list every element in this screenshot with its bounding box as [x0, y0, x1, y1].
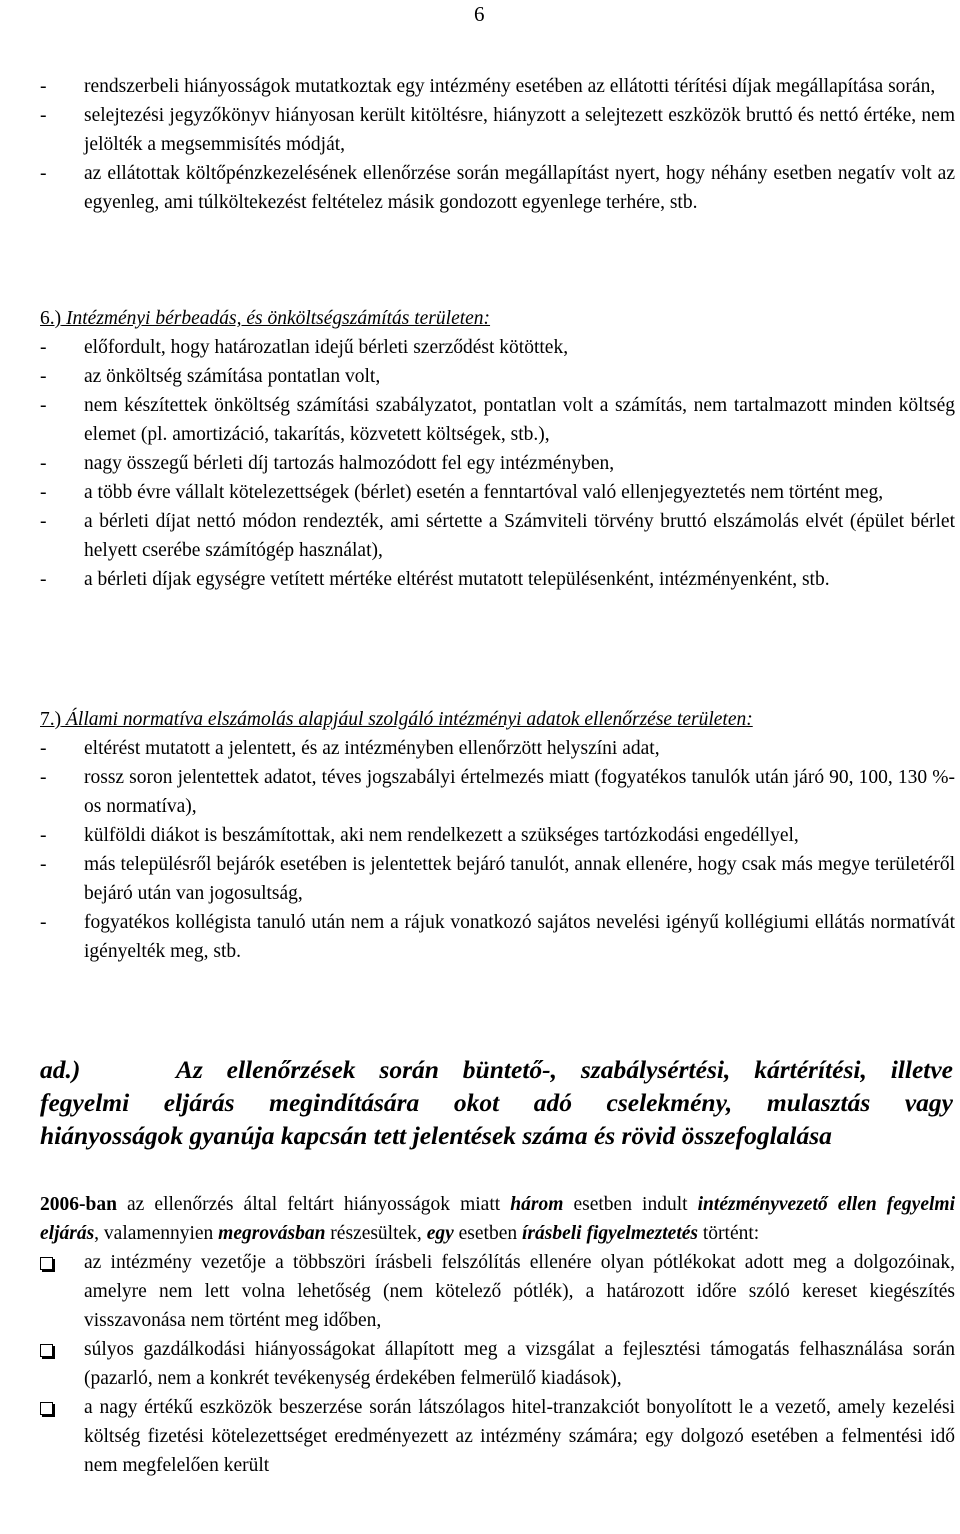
- list-item-text: az ellátottak költőpénzkezelésének ellenőrzése során megállapítást nyert, hogy néhány esetben negatív volt az egyenleg, ami túlköltekezést feltételez másik gondozott egyenlege terhére, stb.: [84, 163, 955, 213]
- checkbox-bullet-icon: [40, 1402, 53, 1415]
- section-6-title: Intézményi bérbeadás, és önköltségszámítás területen:: [66, 308, 491, 329]
- section-6: [40, 304, 955, 594]
- summary-paragraph: 2006-ban az ellenőrzés által feltárt hiányosságok miatt három esetben indult intézményvezető ellen fegyelmi eljárás, valamennyien megrovásban részesültek, egy esetben írásbeli figyelmeztetés történt:: [40, 1194, 955, 1244]
- section5-list: [40, 72, 955, 217]
- summary-one: egy: [426, 1223, 454, 1244]
- bullet-item: a nagy értékű eszközök beszerzése során látszólagos hitel-tranzakciót bonyolított le a vezető, amely kezelési költség fizetési kötelezettséget eredményezett az intézmény számára; egy dolgozó esetében a felmentési idő nem megfelelően került: [40, 1393, 955, 1480]
- list-item: - az önköltség számítása pontatlan volt,: [40, 366, 381, 387]
- section-6-number: 6.): [40, 308, 62, 329]
- page-number: 6: [474, 2, 485, 26]
- checkbox-bullet-icon: [40, 1344, 53, 1357]
- bullet-item: súlyos gazdálkodási hiányosságokat állapított meg a vizsgálat a fejlesztési támogatás felhasználása során (pazarló, nem a konkrét tevékenység érdekében felmerülő kiadások),: [40, 1335, 955, 1393]
- list-item-text: selejtezési jegyzőkönyv hiányosan került kitöltésre, hiányzott a selejtezett eszközök bruttó és nettó értéke, nem jelölték a megsemmisítés módját,: [84, 105, 955, 155]
- ad-heading-prefix: ad.): [40, 1055, 81, 1084]
- ad-heading-line3: hiányosságok gyanúja kapcsán tett jelentések száma és rövid összefoglalása: [40, 1121, 832, 1150]
- list-item: - rossz soron jelentettek adatot, téves jogszabályi értelmezés miatt (fogyatékos tanulók után járó 90, 100, 130 %-os normatíva),: [40, 767, 955, 817]
- checkbox-bullet-icon: [40, 1257, 53, 1270]
- ad-heading: [40, 1053, 953, 1152]
- list-item: - selejtezési jegyzőkönyv hiányosan került kitöltésre, hiányzott a selejtezett eszközök bruttó és nettó értéke, nem jelölték a megsemmisítés módját,: [40, 105, 955, 155]
- summary-disciplinary: intézményvezető ellen fegyelmi eljárás: [40, 1194, 955, 1244]
- ad-heading-line2: fegyelmi eljárás megindítására okot adó cselekmény, mulasztás vagy: [40, 1088, 953, 1117]
- list-item: - más településről bejárók esetében is jelentettek bejáró tanulót, annak ellenére, hogy csak más megye területéről bejáró után van jogosultság,: [40, 854, 955, 904]
- list-item: - a több évre vállalt kötelezettségek (bérlet) esetén a fenntartóval való ellenjegyeztetés nem történt meg,: [40, 482, 884, 503]
- bullet-item: az intézmény vezetője a többszöri írásbeli felszólítás ellenére olyan pótlékokat adott meg a dolgozóinak, amelyre nem lett volna lehetőség (nem kötelező pótlék), a határozott időre szóló kereset kiegészítés visszavonása nem történt meg időben,: [40, 1248, 955, 1335]
- list-item: - a bérleti díjat nettó módon rendezték, ami sértette a Számviteli törvény bruttó elszámolás elvét (épület bérlet helyett cserébe számítógép használat),: [40, 511, 955, 561]
- list-item: - eltérést mutatott a jelentett, és az intézményben ellenőrzött helyszíni adat,: [40, 738, 660, 759]
- section-7: [40, 705, 955, 966]
- summary-warning: írásbeli figyelmeztetés: [521, 1223, 698, 1244]
- list-item: - fogyatékos kollégista tanuló után nem a rájuk vonatkozó sajátos nevelési igényű kollégiumi ellátás normatívát igényelték meg, stb.: [40, 912, 955, 962]
- list-item-text: rendszerbeli hiányosságok mutatkoztak egy intézmény esetében az ellátotti térítési díjak megállapítása során,: [84, 76, 936, 97]
- list-item: - nem készítettek önköltség számítási szabályzatot, pontatlan volt a számítás, nem tartalmazott minden költség elemet (pl. amortizáció, takarítás, közvetett költségek, stb.),: [40, 395, 955, 445]
- summary-section: [40, 1190, 955, 1480]
- section-7-number: 7.): [40, 709, 62, 730]
- list-item: - az ellátottak költőpénzkezelésének ellenőrzése során megállapítást nyert, hogy néhány esetben negatív volt az egyenleg, ami túlköltekezést feltételez másik gondozott egyenlege terhére, stb.: [40, 163, 955, 213]
- list-item: - előfordult, hogy határozatlan idejű bérleti szerződést kötöttek,: [40, 337, 569, 358]
- list-item: - nagy összegű bérleti díj tartozás halmozódott fel egy intézményben,: [40, 453, 615, 474]
- section-6-heading: [40, 304, 955, 333]
- summary-three: három: [510, 1194, 564, 1215]
- ad-heading-line1: Az ellenőrzések során büntető-, szabálysértési, kártérítési, illetve: [175, 1055, 953, 1084]
- section-7-heading: [40, 705, 955, 734]
- list-item: - rendszerbeli hiányosságok mutatkoztak egy intézmény esetében az ellátotti térítési díjak megállapítása során,: [40, 76, 936, 97]
- section-7-title: Állami normatíva elszámolás alapjául szolgáló intézményi adatok ellenőrzése területen:: [66, 709, 753, 730]
- list-item: - a bérleti díjak egységre vetített mértéke eltérést mutatott településenként, intézményenként, stb.: [40, 569, 830, 590]
- summary-reprimand: megrovásban: [218, 1223, 326, 1244]
- summary-year: 2006-ban: [40, 1194, 117, 1215]
- list-item: - külföldi diákot is beszámítottak, aki nem rendelkezett a szükséges tartózkodási engedéllyel,: [40, 825, 799, 846]
